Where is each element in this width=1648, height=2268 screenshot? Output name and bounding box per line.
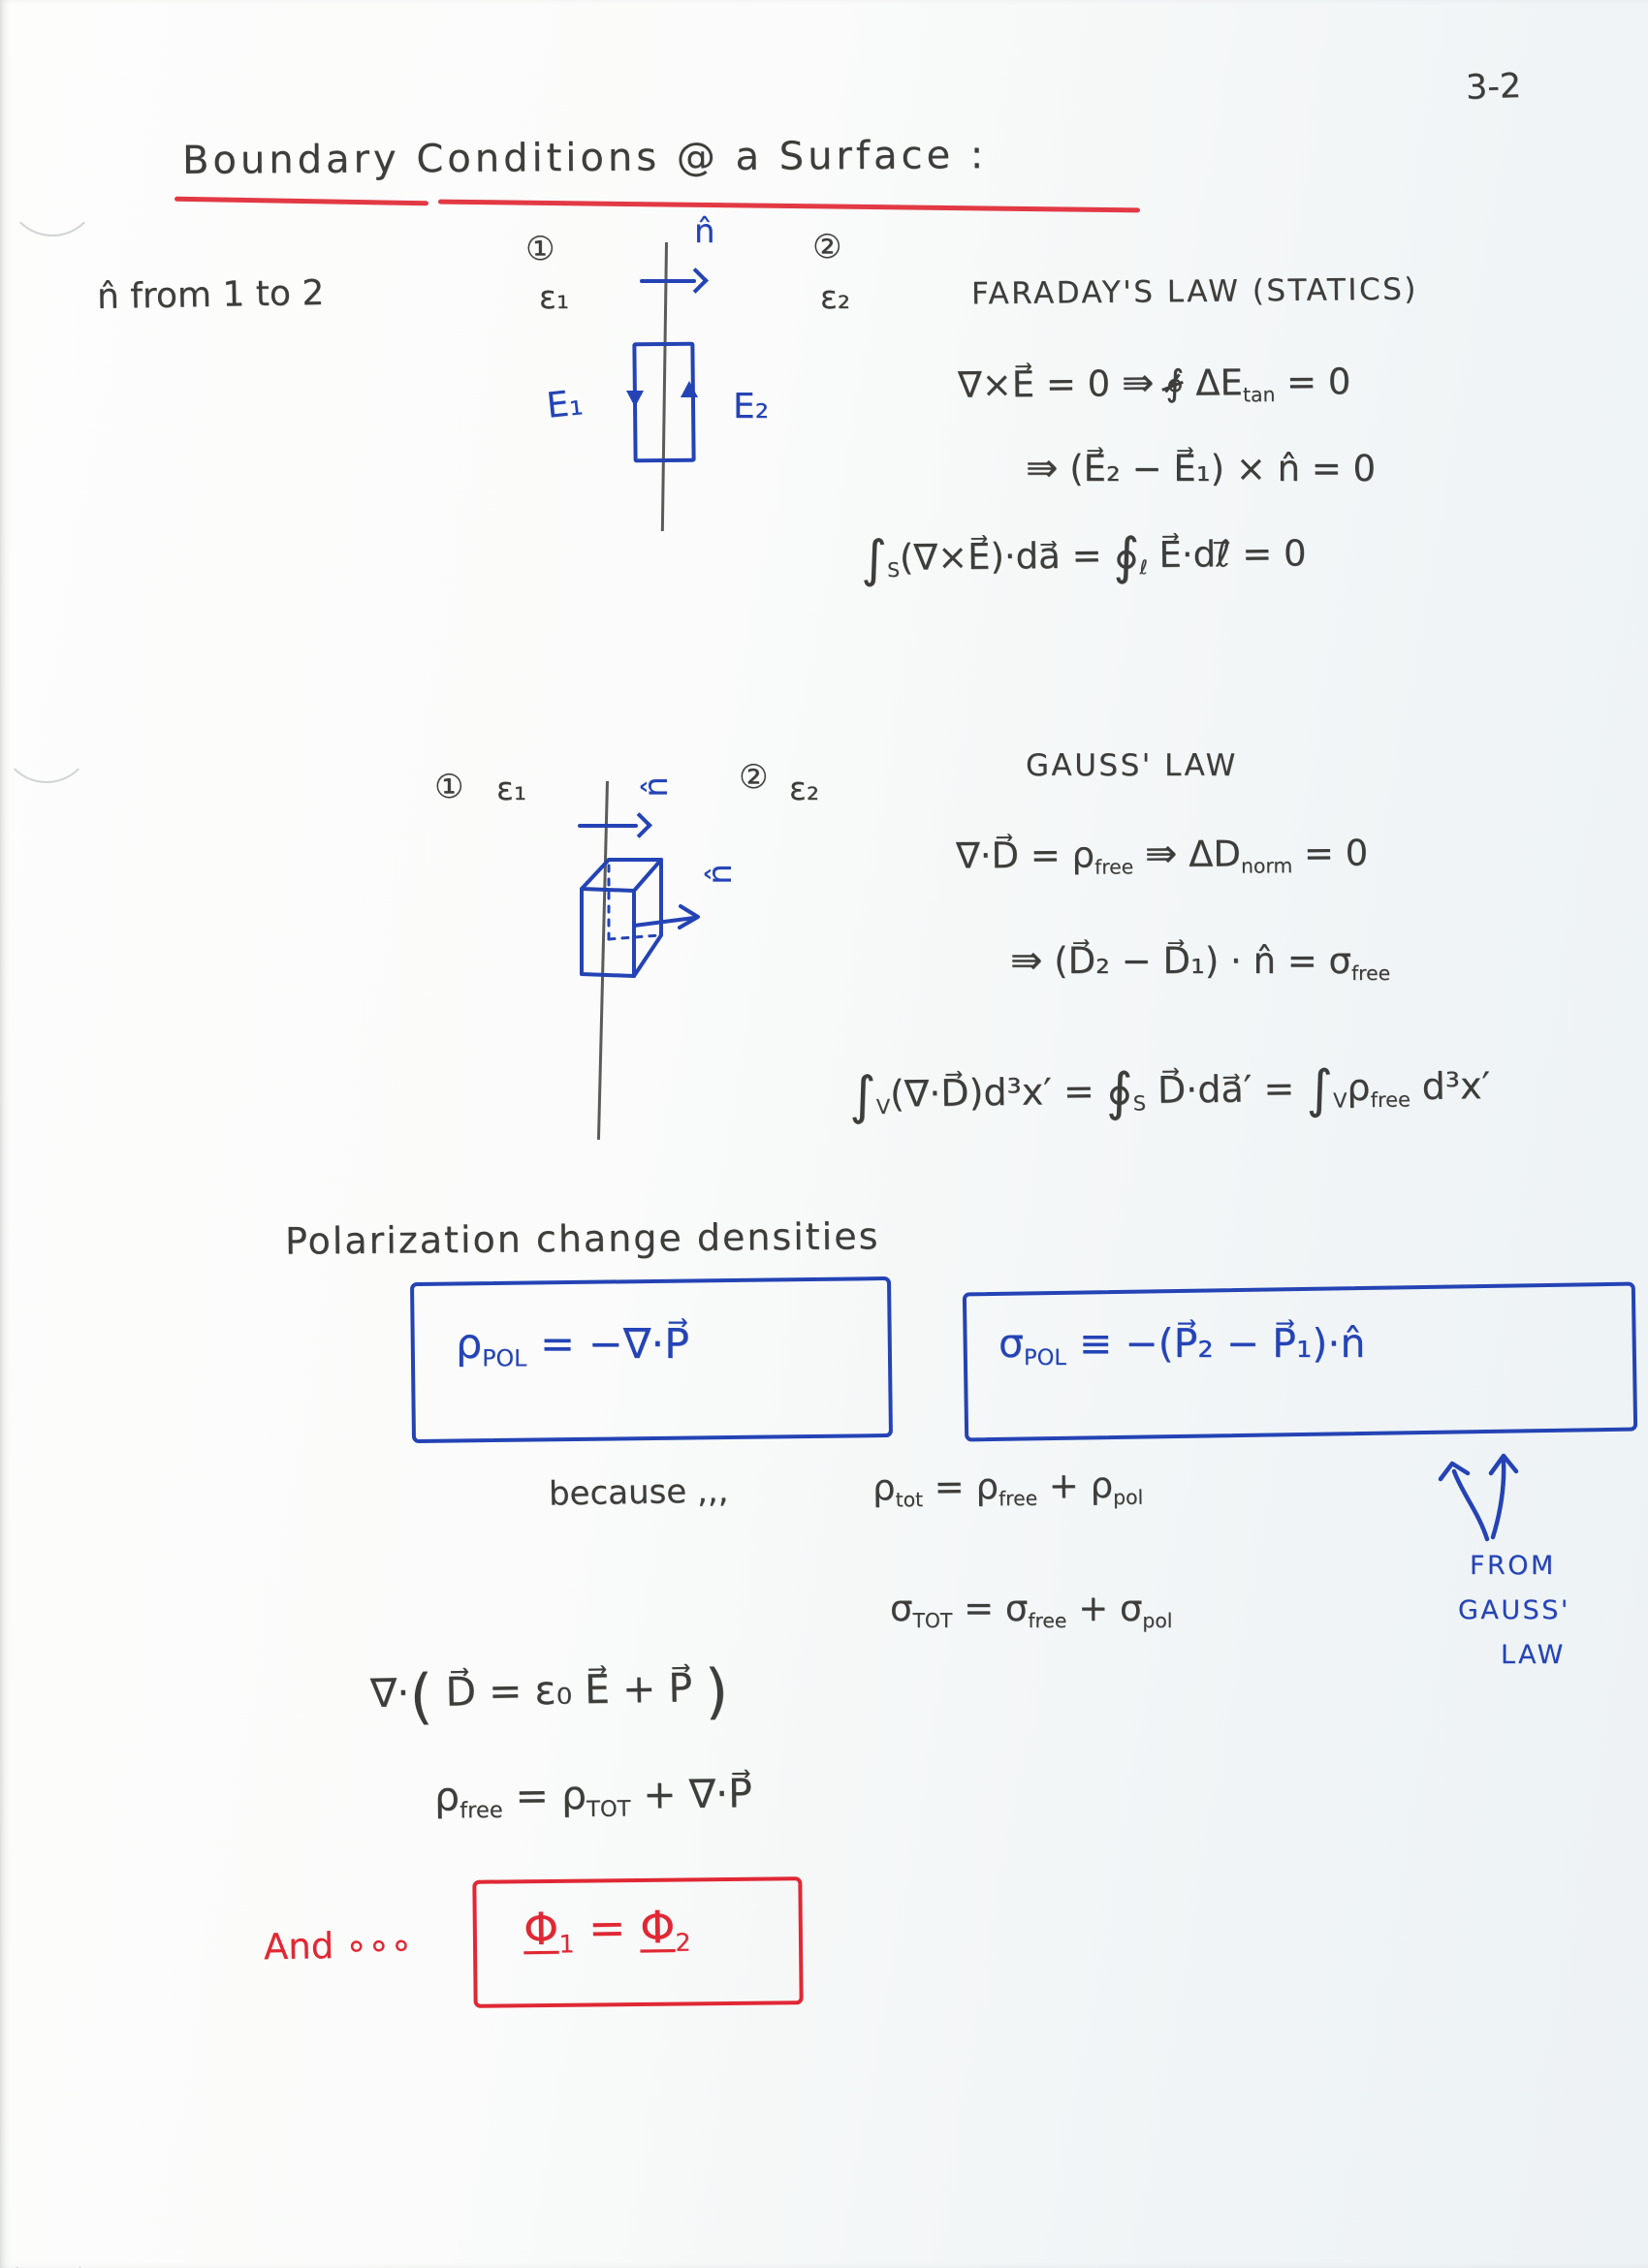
sigma-pol-eq: $\sigma_{POL}$ ≡ −(P⃗₂ − P⃗₁)·n̂ [998,1320,1366,1370]
gauss-jump-condition-eq: ⇛ (D⃗₂ − D⃗₁) · n̂ = $\sigma_{free}$ [1010,938,1391,986]
from-gauss-note-line3: LAW [1501,1640,1566,1670]
n-hat-direction-note: n̂ from 1 to 2 [96,272,325,318]
region-2-label: ② [812,228,842,267]
rho-pol-eq: $\rho_{POL}$ = −∇·P⃗ [456,1320,690,1372]
polarization-heading: Polarization change densities [284,1214,880,1263]
epsilon-2-label: ε₂ [820,278,851,316]
rho-total-eq: $\rho_{tot} = \rho_{free} + \rho_{pol}$ [872,1464,1144,1512]
n-hat-arrowhead-icon [626,812,652,838]
punch-hole-bottom [2,2189,95,2268]
faraday-integral-eq: $\int_S(\nabla\times E⃗)\cdot da⃗$ = $∮_\ell$ E⃗·dℓ⃗ = 0 [860,527,1307,589]
title-underline-2 [438,200,1140,213]
diagram-gaussian-pillbox [407,754,863,1147]
rho-free-eq: $\rho_{free} = \rho_{TOT}$ + ∇·P⃗ [433,1770,753,1824]
gauss-law-heading: GAUSS' LAW [1026,748,1238,783]
E1-field-label: E₁ [544,383,586,426]
region-1-label: ① [434,768,464,806]
because-label: because ,,, [548,1471,729,1514]
divergence-constitutive-eq: ∇·( D⃗ = ε₀ E⃗ + P⃗ ) [369,1655,729,1732]
title-underline-1 [174,197,428,206]
epsilon-1-label: ε₁ [539,278,570,316]
page-title: Boundary Conditions @ a Surface : [181,133,988,183]
punch-hole-top [6,143,99,236]
pillbox-sketch [572,846,717,987]
n-hat-label: n̂ [636,776,676,798]
region-1-label: ① [525,230,555,268]
gauss-differential-eq: ∇·D⃗ = $\rho_{free}$ ⇛ $\Delta D_{norm} = 0$ [955,831,1369,879]
region-2-label: ② [739,758,769,797]
from-gauss-arrows-icon [1437,1436,1543,1545]
loop-arrow-down-icon [626,391,644,407]
loop-arrow-up-icon [681,381,698,397]
faraday-differential-eq: ∇×E⃗ = 0 ⇛ ∮ $\Delta E_{tan} = 0$ [957,361,1351,407]
n-hat-label-side: n̂ [700,864,740,885]
n-hat-label: n̂ [694,212,715,251]
potential-continuity-eq: $\Phi_1 = \Phi_2$ [523,1901,691,1959]
faraday-jump-condition-eq: ⇛ (E⃗₂ − E⃗₁) × n̂ = 0 [1026,446,1377,490]
from-gauss-note-line1: FROM [1470,1551,1556,1581]
n-hat-arrowhead-icon [682,268,709,294]
epsilon-2-label: ε₂ [789,770,820,807]
gauss-integral-eq: $\int_V(\nabla\cdot D⃗)d^3x'$ = $∮_S$ D⃗·da⃗′ = $\int_V\rho_{free}$ d³x′ [848,1058,1491,1126]
sigma-total-eq: $\sigma_{TOT} = \sigma_{free} + \sigma_{pol}$ [890,1588,1173,1633]
diagram-tangential-loop [523,212,853,543]
and-label: And ∘∘∘ [263,1923,413,1969]
E2-field-label: E₂ [733,387,770,426]
punch-hole-middle [0,690,93,783]
page-number: 3-2 [1465,67,1522,108]
epsilon-1-label: ε₁ [496,770,527,807]
from-gauss-note-line2: GAUSS' [1458,1595,1570,1625]
faraday-law-heading: FARADAY'S LAW (STATICS) [970,271,1419,312]
